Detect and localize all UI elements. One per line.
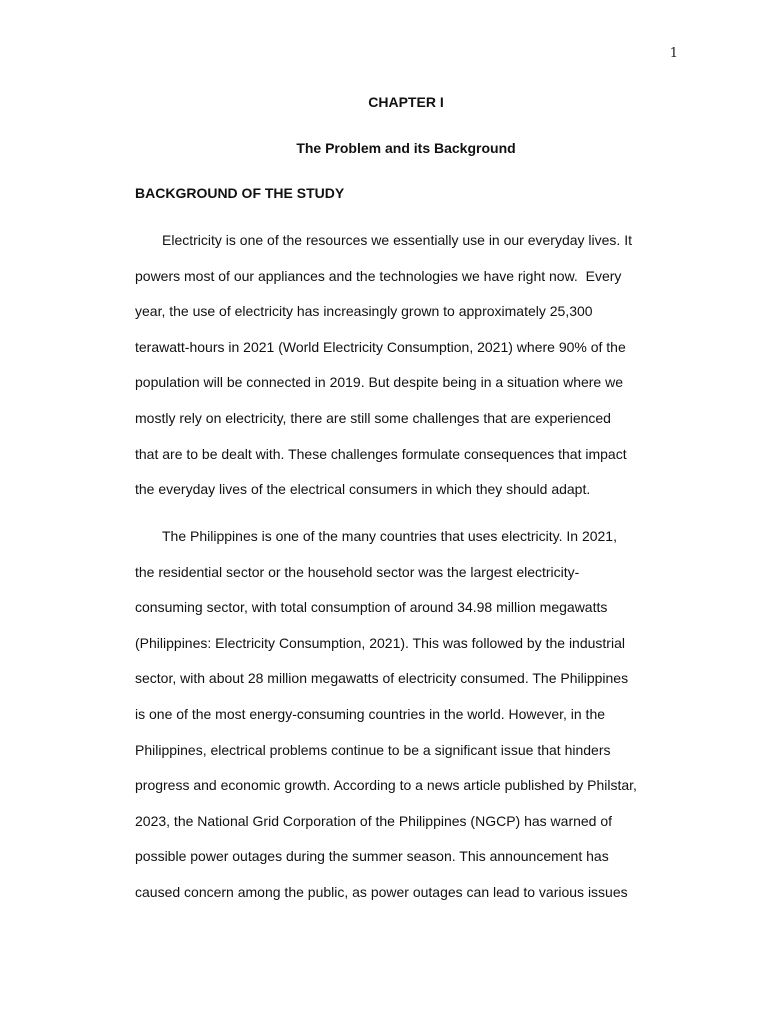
paragraph-line: powers most of our appliances and the technologies we have right now. Every bbox=[135, 267, 622, 284]
paragraph-line: sector, with about 28 million megawatts of electricity consumed. The Philippines bbox=[135, 670, 629, 687]
paragraph-line: the residential sector or the household sector was the largest electricity- bbox=[135, 563, 580, 580]
paragraph-line: the everyday lives of the electrical consumers in which they should adapt. bbox=[135, 481, 591, 498]
paragraph-line: The Philippines is one of the many countries that uses electricity. In 2021, bbox=[162, 528, 617, 544]
paragraph-line: (Philippines: Electricity Consumption, 2021). This was followed by the industrial bbox=[135, 634, 625, 651]
paragraph-line: 2023, the National Grid Corporation of the Philippines (NGCP) has warned of bbox=[135, 812, 613, 829]
paragraph-line: that are to be dealt with. These challenges formulate consequences that impact bbox=[135, 445, 627, 462]
paragraph-line: Philippines, electrical problems continue to be a significant issue that hinders bbox=[135, 741, 611, 758]
paragraph-line: is one of the most energy-consuming countries in the world. However, in the bbox=[135, 705, 606, 722]
chapter-title: CHAPTER I bbox=[368, 94, 444, 110]
paragraph-line: year, the use of electricity has increasingly grown to approximately 25,300 bbox=[135, 303, 593, 320]
page-number: 1 bbox=[669, 46, 678, 61]
paragraph-line: caused concern among the public, as power outages can lead to various issues bbox=[135, 883, 628, 900]
paragraph-background-1 bbox=[135, 231, 695, 516]
paragraph-background-2 bbox=[135, 527, 695, 919]
paragraph-line: Electricity is one of the resources we essentially use in our everyday lives. It bbox=[162, 232, 632, 248]
chapter-subtitle: The Problem and its Background bbox=[296, 140, 516, 156]
paragraph-line: terawatt-hours in 2021 (World Electricity Consumption, 2021) where 90% of the bbox=[135, 338, 626, 355]
paragraph-line: progress and economic growth. According to a news article published by Philstar, bbox=[135, 777, 637, 794]
section-heading: BACKGROUND OF THE STUDY bbox=[135, 185, 345, 201]
paragraph-line: possible power outages during the summer season. This announcement has bbox=[135, 848, 609, 865]
paragraph-line: consuming sector, with total consumption of around 34.98 million megawatts bbox=[135, 599, 608, 616]
paragraph-line: population will be connected in 2019. But despite being in a situation where we bbox=[135, 374, 623, 391]
paragraph-line: mostly rely on electricity, there are still some challenges that are experienced bbox=[135, 409, 611, 426]
